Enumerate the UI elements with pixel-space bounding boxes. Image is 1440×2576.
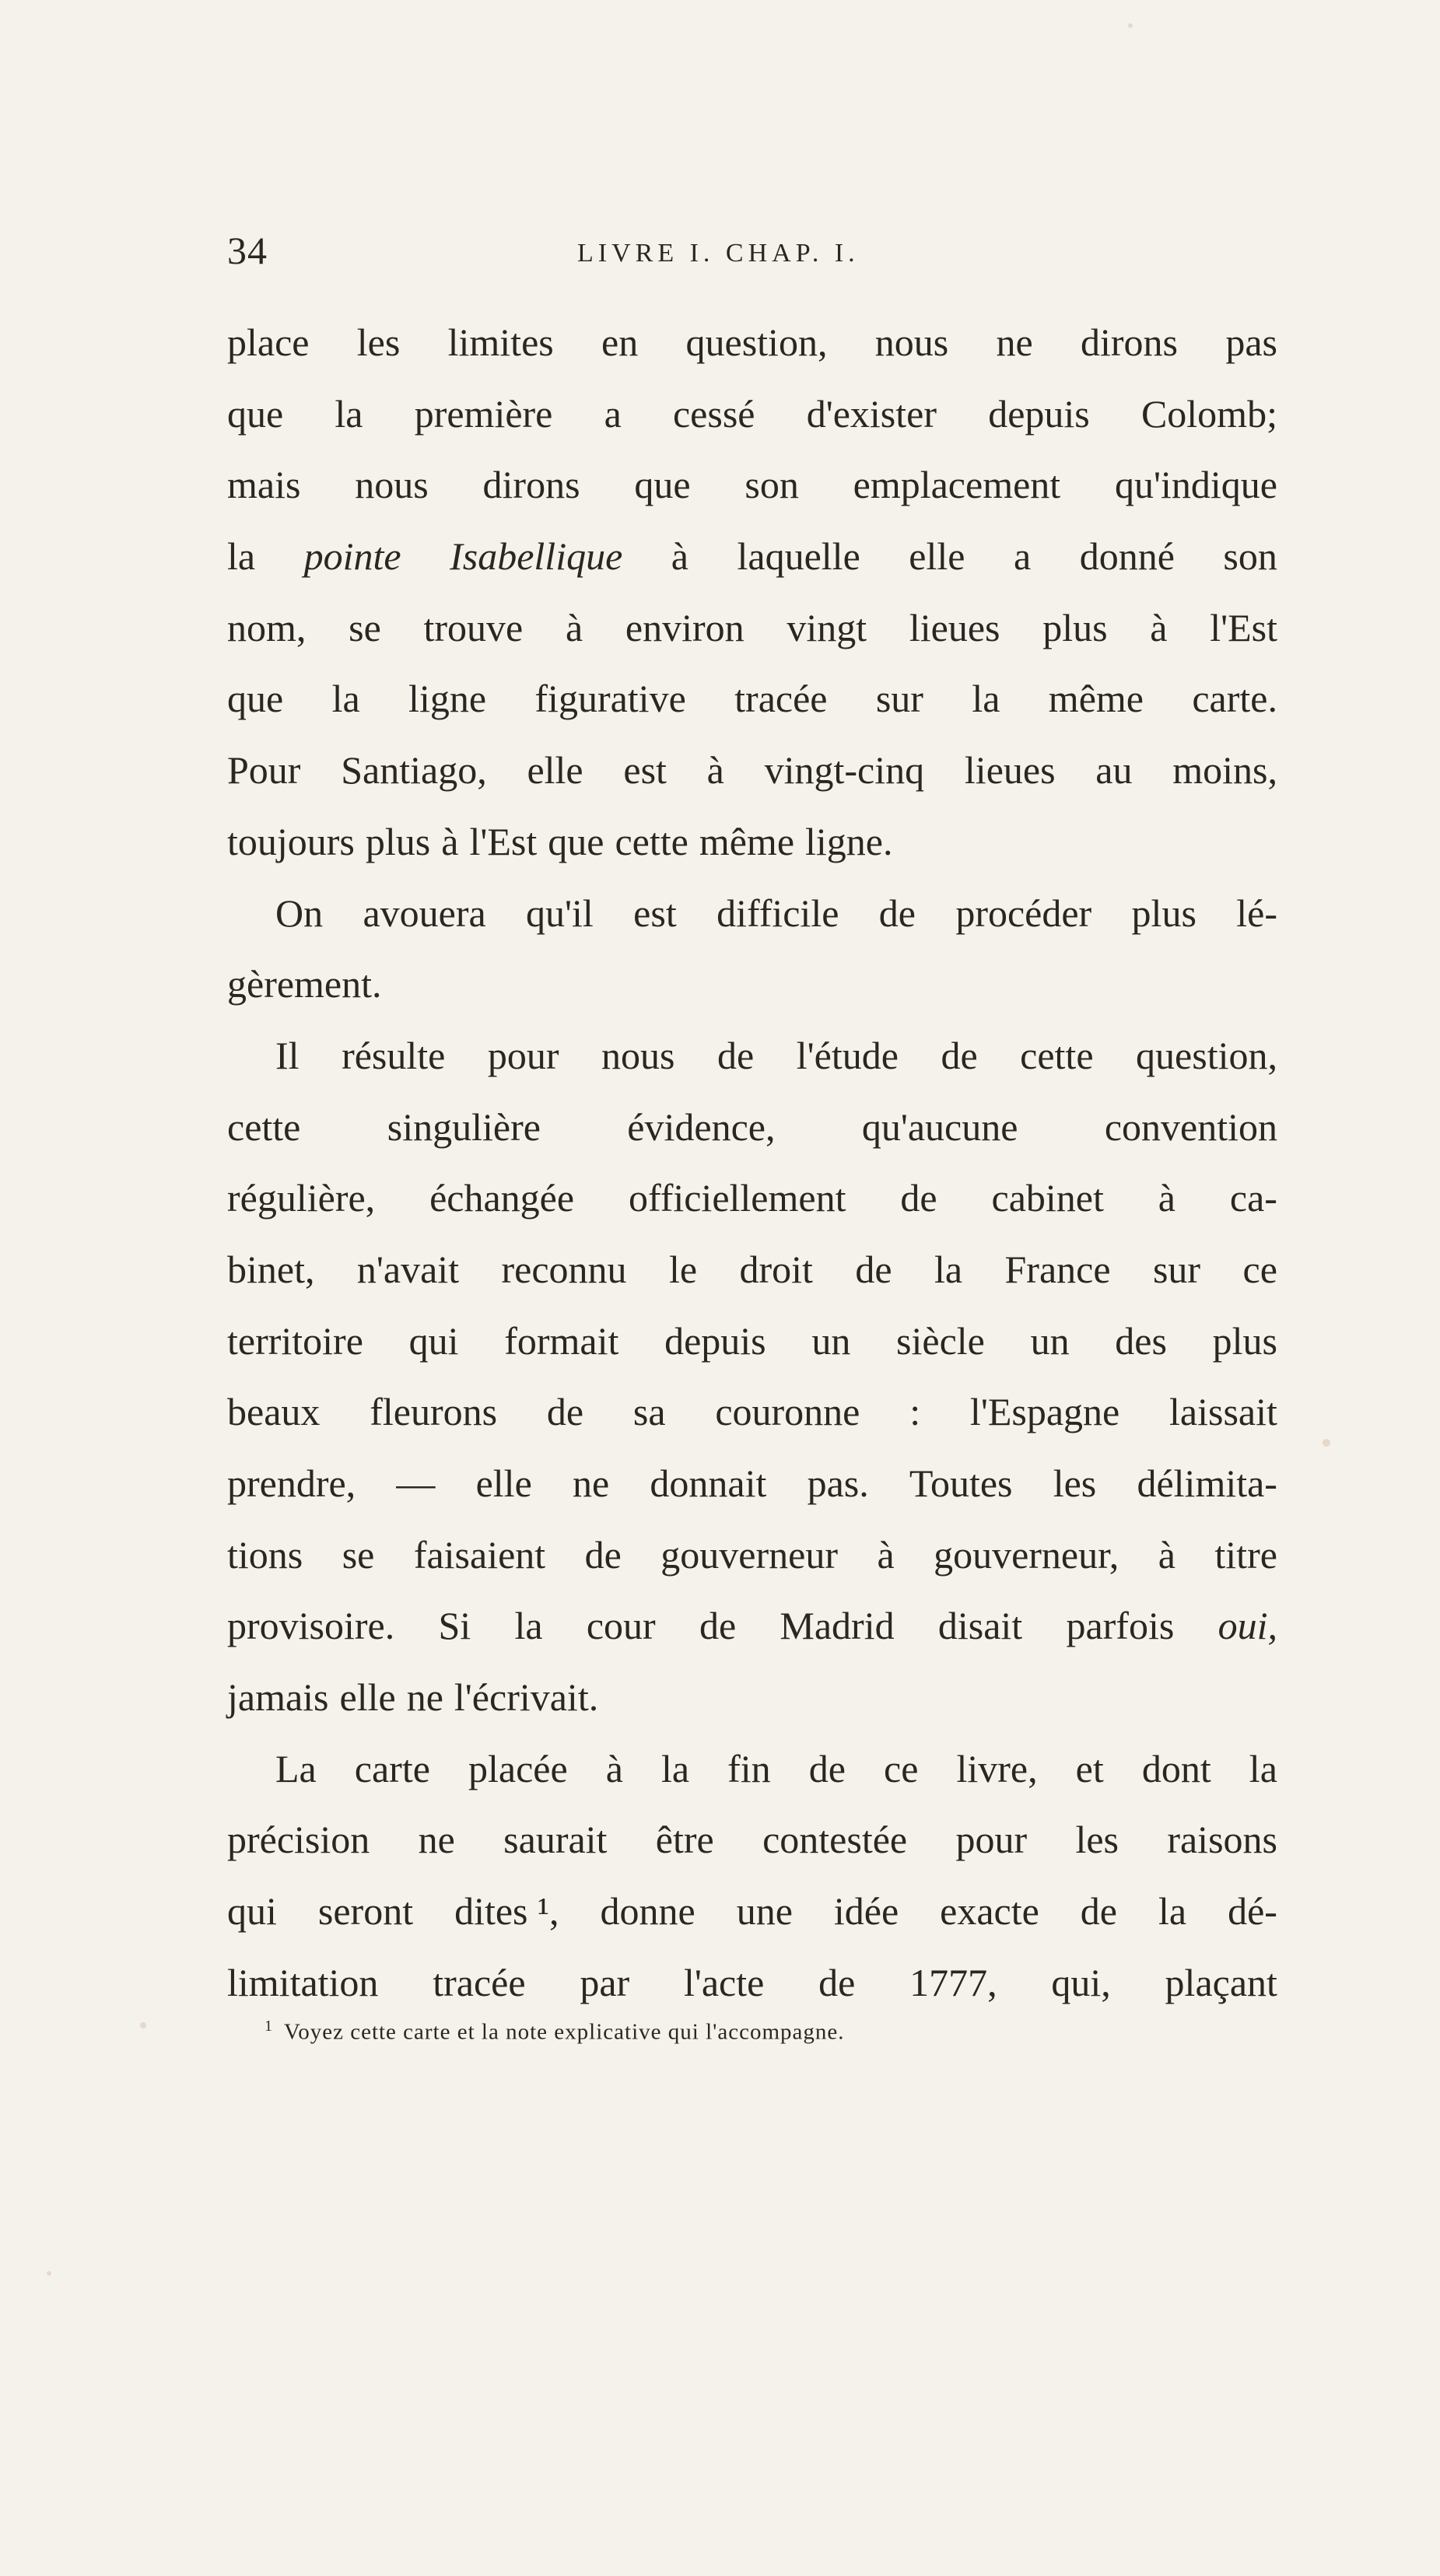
word: idée [833, 1889, 899, 1934]
word: contestée [762, 1818, 908, 1862]
word: un [811, 1318, 851, 1363]
word: mais [227, 463, 301, 507]
word: que [548, 819, 604, 863]
word: nom, [227, 605, 307, 649]
word: ligne. [805, 819, 893, 863]
word: cette [227, 1104, 301, 1149]
word: raisons [1167, 1818, 1277, 1862]
word: La [275, 1746, 317, 1790]
word: donne [600, 1889, 695, 1934]
word: la [335, 391, 363, 436]
word: Madrid [780, 1604, 895, 1648]
word: placée [468, 1746, 568, 1790]
word: laissait [1169, 1390, 1277, 1434]
word: les [356, 320, 401, 364]
word: à [706, 748, 724, 793]
text-line [227, 1092, 1277, 1164]
word: à [1158, 1176, 1175, 1220]
word: ligne [408, 677, 487, 721]
text-line [227, 1520, 1277, 1591]
word: fin [727, 1746, 771, 1790]
word: fleurons [370, 1390, 498, 1434]
word: même [699, 819, 795, 863]
word: On [275, 891, 324, 935]
word: ce [884, 1746, 919, 1790]
word: Isabellique [450, 534, 623, 579]
footnote-text: Voyez cette carte et la note explicative qui l'accompagne. [284, 2019, 845, 2045]
word: provisoire. [227, 1604, 395, 1648]
word: de [855, 1247, 892, 1291]
word: elle [339, 1675, 396, 1720]
word: Toutes [909, 1461, 1013, 1505]
word: Colomb; [1140, 391, 1277, 436]
word: échangée [429, 1176, 575, 1220]
paper-speck [47, 2271, 51, 2276]
word: plus [1042, 605, 1108, 649]
word: gouverneur [660, 1532, 838, 1577]
page-header [227, 227, 1277, 274]
word: place [227, 320, 310, 364]
text-line [227, 1734, 1277, 1805]
text-line [227, 1591, 1277, 1662]
word: depuis [988, 391, 1090, 436]
word: limites [447, 320, 554, 364]
word: titre [1214, 1532, 1277, 1577]
word: ne [406, 1675, 443, 1720]
text-line [227, 1020, 1277, 1092]
word: France [1004, 1247, 1111, 1291]
word: exacte [940, 1889, 1039, 1934]
word: de [878, 891, 916, 935]
word: ne [572, 1461, 610, 1505]
word: la [934, 1247, 963, 1291]
word: pointe [303, 534, 401, 579]
word: les [1075, 1818, 1119, 1862]
word: qui [408, 1318, 459, 1363]
word: une [736, 1889, 793, 1934]
word: même [1048, 677, 1144, 721]
word: à [1158, 1532, 1175, 1577]
word: par [580, 1960, 630, 2004]
word: la [972, 677, 1000, 721]
word: binet, [227, 1247, 315, 1291]
word: environ [625, 605, 745, 649]
word: au [1095, 748, 1133, 793]
word: tracée [433, 1960, 526, 2004]
text-line [227, 521, 1277, 593]
word: première [414, 391, 553, 436]
word: avouera [363, 891, 486, 935]
word: se [349, 605, 381, 649]
word: lé- [1236, 891, 1277, 935]
text-line [227, 1377, 1277, 1448]
word: gouverneur, [934, 1532, 1119, 1577]
word: seront [317, 1889, 414, 1934]
word: jamais [227, 1675, 329, 1720]
word: de [699, 1604, 737, 1648]
word: plus [1131, 891, 1196, 935]
word: dirons [482, 463, 580, 507]
word: qu'il [526, 891, 594, 935]
word: elle [909, 534, 965, 579]
word: ne [996, 320, 1033, 364]
word: territoire [227, 1318, 363, 1363]
word: vingt [787, 605, 867, 649]
text-line [227, 949, 1277, 1020]
word: plus [1212, 1318, 1277, 1363]
word: est [623, 748, 667, 793]
text-line [227, 1163, 1277, 1234]
text-line [227, 1306, 1277, 1377]
paper-speck [1128, 23, 1133, 28]
word: cabinet [991, 1176, 1104, 1220]
word: dont [1141, 1746, 1211, 1790]
word: lieues [964, 748, 1056, 793]
word: pas. [807, 1461, 869, 1505]
word: oui, [1218, 1604, 1277, 1648]
word: des [1115, 1318, 1167, 1363]
word: la [660, 1746, 690, 1790]
word: cour [586, 1604, 656, 1648]
word: l'Espagne [969, 1390, 1120, 1434]
word: sur [875, 677, 923, 721]
word: tracée [734, 677, 828, 721]
word: livre, [956, 1746, 1038, 1790]
word: elle [527, 748, 583, 793]
word: a [604, 391, 622, 436]
word: nous [874, 320, 949, 364]
word: de [717, 1033, 755, 1077]
word: cette [1020, 1033, 1094, 1077]
word: la [227, 534, 256, 579]
footnote [265, 2007, 1120, 2052]
word: l'Est [1210, 605, 1277, 649]
word: figurative [534, 677, 686, 721]
word: de [546, 1390, 584, 1434]
word: et [1075, 1746, 1104, 1790]
word: la [331, 677, 360, 721]
word: : [909, 1390, 921, 1434]
word: cette [615, 819, 688, 863]
word: ne [418, 1818, 455, 1862]
word: lieues [909, 605, 1000, 649]
word: que [227, 391, 284, 436]
word: la [1158, 1889, 1187, 1934]
word: la [1249, 1746, 1277, 1790]
word: parfois [1066, 1604, 1175, 1648]
text-line [227, 379, 1277, 450]
text-line [227, 1804, 1277, 1876]
word: donnait [650, 1461, 767, 1505]
word: à [565, 605, 583, 649]
word: faisaient [413, 1532, 546, 1577]
text-line [227, 1234, 1277, 1306]
word: sur [1152, 1247, 1201, 1291]
text-line [227, 878, 1277, 950]
word: à [671, 534, 688, 579]
word: prendre, [227, 1461, 356, 1505]
word: sa [632, 1390, 666, 1434]
word: carte [354, 1746, 430, 1790]
text-line [227, 735, 1277, 807]
text-line [227, 307, 1277, 379]
word: tions [227, 1532, 303, 1577]
word: saurait [503, 1818, 608, 1862]
word: Pour [227, 748, 301, 793]
word: pour [955, 1818, 1028, 1862]
word: droit [739, 1247, 813, 1291]
word: l'acte [683, 1960, 765, 2004]
word: n'avait [356, 1247, 460, 1291]
text-line [227, 807, 1277, 878]
word: nous [601, 1033, 675, 1077]
word: qu'aucune [861, 1104, 1018, 1149]
word: à [1150, 605, 1168, 649]
word: à [877, 1532, 895, 1577]
word: le [668, 1247, 698, 1291]
word: plus [365, 819, 431, 863]
footnote-mark: 1 [265, 2018, 273, 2035]
word: officiellement [628, 1176, 846, 1220]
word: est [633, 891, 677, 935]
word: délimita- [1137, 1461, 1277, 1505]
word: difficile [716, 891, 839, 935]
word: — [396, 1461, 436, 1505]
word: ce [1242, 1247, 1277, 1291]
word: l'étude [796, 1033, 899, 1077]
page-number: 34 [227, 229, 268, 272]
word: en [601, 320, 639, 364]
word: régulière, [227, 1176, 376, 1220]
word: emplacement [853, 463, 1061, 507]
word: la [514, 1604, 543, 1648]
word: convention [1104, 1104, 1277, 1149]
word: formait [504, 1318, 619, 1363]
word: limitation [227, 1960, 379, 2004]
word: son [745, 463, 799, 507]
word: moins, [1172, 748, 1277, 793]
word: 1777, [909, 1960, 997, 2004]
word: de [1080, 1889, 1117, 1934]
word: un [1030, 1318, 1070, 1363]
word: se [342, 1532, 375, 1577]
word: résulte [342, 1033, 446, 1077]
word: d'exister [806, 391, 937, 436]
word: carte. [1192, 677, 1277, 721]
word: de [584, 1532, 622, 1577]
word: de [808, 1746, 846, 1790]
word: trouve [423, 605, 524, 649]
word: cessé [672, 391, 755, 436]
word: qui, [1051, 1960, 1111, 2004]
word: être [655, 1818, 714, 1862]
word: précision [227, 1818, 370, 1862]
word: dites ¹, [454, 1889, 559, 1934]
paper-speck [140, 2022, 146, 2028]
word: elle [475, 1461, 532, 1505]
word: de [900, 1176, 937, 1220]
word: plaçant [1165, 1960, 1277, 2004]
word: dé- [1228, 1889, 1277, 1934]
word: Santiago, [341, 748, 487, 793]
word: ca- [1229, 1176, 1277, 1220]
text-line [227, 450, 1277, 521]
word: singulière [387, 1104, 541, 1149]
paper-speck [1323, 1439, 1330, 1447]
word: siècle [896, 1318, 985, 1363]
word: les [1053, 1461, 1097, 1505]
word: question, [685, 320, 828, 364]
word: Il [275, 1033, 300, 1077]
text-line [227, 1876, 1277, 1948]
word: son [1223, 534, 1277, 579]
word: que [634, 463, 691, 507]
text-line [227, 1662, 1277, 1734]
word: évidence, [627, 1104, 776, 1149]
word: question, [1136, 1033, 1277, 1077]
word: l'Est [469, 819, 538, 863]
body-text [227, 307, 1277, 2019]
word: l'écrivait. [454, 1675, 599, 1720]
word: dirons [1081, 320, 1179, 364]
running-head: LIVRE I. CHAP. I. [577, 239, 860, 268]
word: disait [937, 1604, 1023, 1648]
word: pour [487, 1033, 559, 1077]
word: pas [1225, 320, 1277, 364]
word: gèrement. [227, 962, 382, 1006]
word: vingt-cinq [764, 748, 925, 793]
word: reconnu [501, 1247, 627, 1291]
word: de [818, 1960, 856, 2004]
word: qu'indique [1114, 463, 1277, 507]
text-line [227, 593, 1277, 664]
word: que [227, 677, 284, 721]
text-line [227, 663, 1277, 735]
word: à [605, 1746, 623, 1790]
word: beaux [227, 1390, 321, 1434]
word: Si [438, 1604, 471, 1648]
text-line [227, 1448, 1277, 1520]
word: a [1013, 534, 1032, 579]
word: qui [227, 1889, 277, 1934]
word: donné [1079, 534, 1175, 579]
word: nous [355, 463, 429, 507]
word: couronne [715, 1390, 860, 1434]
word: depuis [664, 1318, 766, 1363]
word: laquelle [737, 534, 860, 579]
word: procéder [955, 891, 1092, 935]
word: à [441, 819, 459, 863]
word: de [941, 1033, 978, 1077]
word: toujours [227, 819, 355, 863]
